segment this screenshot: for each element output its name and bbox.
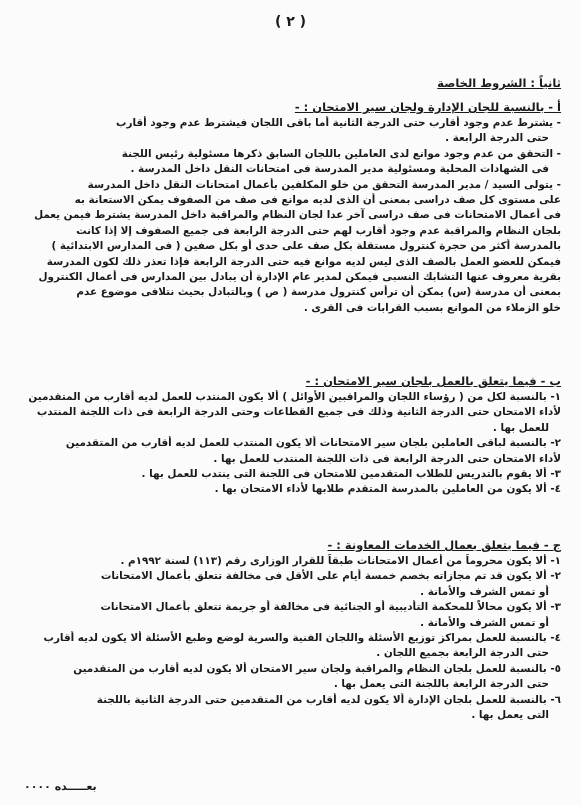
paragraph-line: ٣- ألا يقوم بالتدريس للطلاب المتقدمين للامتحان فى اللجنة التى ينتدب للعمل بها . [141,468,561,481]
section-b-lines [16,390,561,498]
paragraph-line: فى الشهادات المحلية ومسئولية مدير المدرسة فى امتحانات النقل داخل المدرسة . [130,163,549,176]
paragraph-line: - التحقق من عدم وجود موانع لدى العاملين باللجان السابق ذكرها مسئولية رئيس اللجنة [121,147,561,160]
section-c-heading: ج - فيما يتعلق بعمال الخدمات المعاونة : - [327,538,561,552]
section-c-lines [16,554,561,723]
paragraph-line: بلجان النظام والمراقبة عدم وجود أقارب لهم حتى الدرجة الرابعة فى جميع الصفوف إلا إذا كانت [76,224,561,237]
paragraph-line: لأداء الامتحان حتى الدرجة الرابعة فى ذات اللجنة المنتدب للعمل بها . [213,452,561,465]
section-b [16,372,561,498]
paragraph-line: أو تمس الشرف والأمانة . [420,585,549,598]
paragraph-line: حتى الدرجة الرابعة باللجنة التى يعمل بها . [333,678,549,691]
paragraph-line: حتى الدرجة الرابعة . [445,132,549,145]
paragraph-line: ١- بالنسبة لكل من ( رؤساء اللجان والمراقبين الأوائل ) ألا يكون المنتدب للعمل لديه أقارب من المتقدمين [28,391,561,403]
paragraph-line: ١- ألا يكون محروماً من أعمال الامتحانات طبقاً للقرار الوزارى رقم (١١٣) لسنة ١٩٩٢م . [120,555,561,567]
paragraph-line: ٤- بالنسبة للعمل بمراكز توزيع الأسئلة واللجان الفنية والسرية لوضع وطبع الأسئلة ألا يكون لديه أقارب [43,632,561,645]
section-a-heading: أ - بالنسبة للجان الإدارة ولجان سير الامتحان : - [294,100,561,114]
paragraph-line: ٣- ألا يكون محالاً للمحكمة التأديبية أو الجنائية فى مخالفة أو جريمة تتعلق بأعمال الامتحانات [100,601,561,614]
section-a-lines [16,116,561,316]
continued-footer: بعـــــده ٠٠٠٠ [24,780,97,793]
paragraph-line: بقرية معروف عنها التشابك النسبى فيمكن لمدير عام الإدارة أن يبادل بين المدارس فى أعمال الكنترول [38,271,561,284]
paragraph-line: خلو الزملاء من الموانع بسبب القرابات فى القرى . [303,301,561,314]
paragraph-line: ٢- بالنسبة لباقى العاملين بلجان سير الامتحانات ألا يكون المنتدب للعمل لديه أقارب من المتقدمين [65,437,561,450]
page-number: ( ٢ ) [274,14,307,30]
paragraph-line: لأداء الامتحان حتى الدرجة الثانية وذلك فى جميع القطاعات وحتى الدرجة الرابعة فى ذات اللجنة المنتدب [36,406,561,419]
paragraph-line: ٢- ألا يكون قد تم مجازاته بخصم خمسة أيام على الأقل فى مخالفة تتعلق بأعمال الامتحانات [100,570,561,583]
paragraph-line: للعمل بها . [492,421,549,434]
section-c [16,536,561,723]
section-title: ثانياً : الشروط الخاصة [437,76,561,90]
paragraph-line: فيمكن للعضو العمل بالصف الذى ليس لديه موانع فيه حتى الدرجة الرابعة فإذا تعذر ذلك لكون المدرسة [46,255,561,268]
paragraph-line: ٥- بالنسبة للعمل بلجان النظام والمراقبة ولجان سير الامتحان ألا يكون لديه أقارب من المتقدمين [73,662,561,675]
section-a [16,98,561,316]
paragraph-line: ٤- ألا يكون من العاملين بالمدرسة المتقدم طلابها لأداء الامتحان بها . [214,483,561,496]
paragraph-line: أو تمس الشرف والأمانة . [420,616,549,629]
paragraph-line: حتى الدرجة الرابعة بجميع اللجان . [376,647,549,660]
paragraph-line: - يشترط عدم وجود أقارب حتى الدرجة الثانية أما باقى اللجان فيشترط عدم وجود أقارب [116,117,561,129]
paragraph-line: - يتولى السيد / مدير المدرسة التحقق من خلو المكلفين بأعمال امتحانات النقل داخل المدرسة [87,178,561,191]
paragraph-line: ٦- بالنسبة للعمل بلجان الإدارة ألا يكون لديه أقارب من المتقدمين حتى الدرجة الثانية باللجنة [96,693,561,706]
paragraph-line: بالمدرسة أكثر من حجرة كنترول مستقلة بكل صف على حدى أو بكل صفين ( فى المدارس الابتدائية ) [51,240,561,253]
section-b-heading: ب - فيما يتعلق بالعمل بلجان سير الامتحان : - [305,374,561,388]
paragraph-line: التى يعمل بها . [471,709,549,722]
paragraph-line: فى أعمال الامتحانات فى صف دراسى آخر عدا لجان النظام والمراقبة داخل المدرسة يشترط فيمن يعمل [34,209,561,222]
paragraph-line: بمعنى أن مدرسة (س) يمكن أن ترأس كنترول مدرسة ( ص ) وبالتبادل بحيث نتلافى موضوع عدم [76,286,561,299]
paragraph-line: على مستوى كل صف دراسى بمعنى أن الذى لديه موانع فى صف من الصفوف يمكن الاستعانة به [74,194,561,207]
